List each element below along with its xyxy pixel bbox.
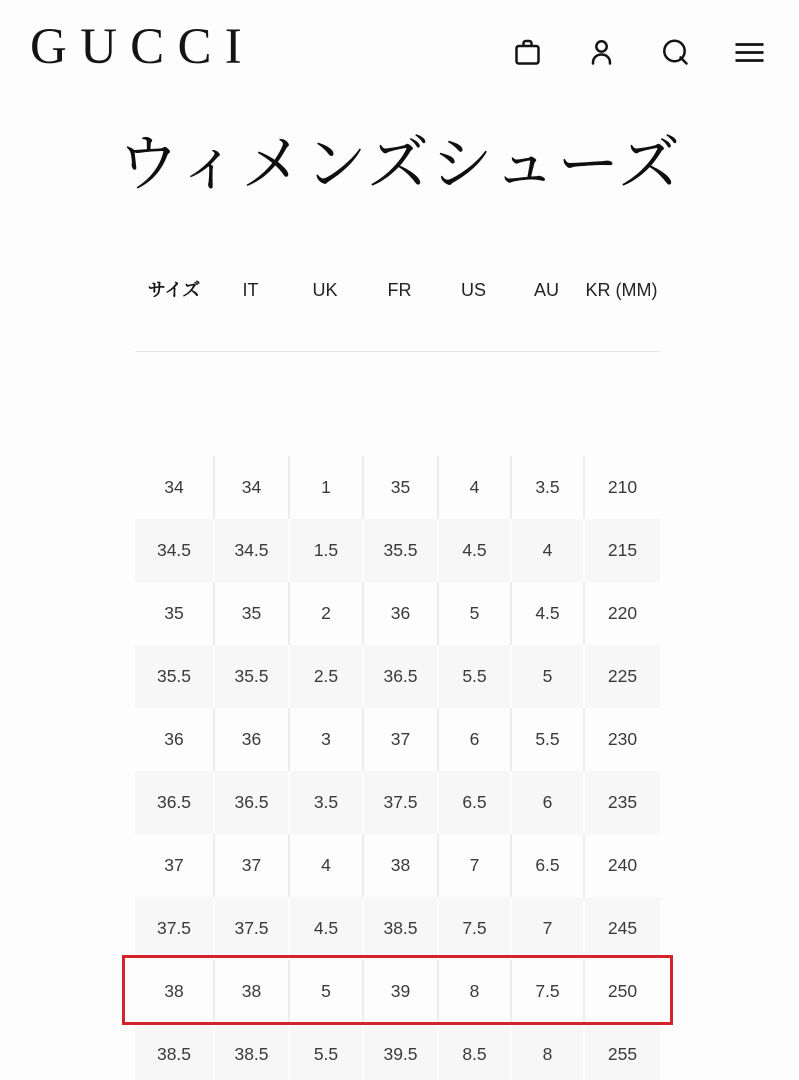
size-cell: 2.5 [288,645,362,708]
size-cell: 37 [213,834,288,897]
size-cell: 37 [164,855,184,875]
gucci-logo[interactable]: GUCCI [30,19,255,75]
size-cell: 35.5 [362,519,437,582]
page-title: ウィメンズシューズ [117,130,682,199]
table-row [135,519,660,582]
column-header: FR [387,280,412,300]
size-cell: 210 [583,456,660,519]
size-cell: 7.5 [437,897,510,960]
size-cell: 5 [288,960,362,1023]
size-cell: 8 [437,960,510,1023]
size-cell: 7 [437,834,510,897]
table-row [135,1023,660,1080]
column-header: UK [312,280,338,300]
column-header: KR (MM) [585,280,658,300]
size-cell: 6 [437,708,510,771]
table-row [135,771,660,834]
size-cell: 2 [288,582,362,645]
size-cell: 35 [362,456,437,519]
size-cell: 34.5 [156,540,192,560]
size-cell: 4 [288,834,362,897]
shopping-bag-icon[interactable] [511,36,544,69]
size-cell: 4 [510,519,583,582]
size-cell: 37.5 [362,771,437,834]
size-cell: 35 [164,603,184,623]
size-cell: 235 [583,771,660,834]
size-chart [135,240,660,1080]
table-row [135,645,660,708]
size-chart-body [135,456,660,1080]
size-cell: 6.5 [510,834,583,897]
size-cell: 36.5 [362,645,437,708]
search-icon[interactable] [659,36,692,69]
size-cell: 38.5 [213,1023,288,1080]
table-row [135,582,660,645]
size-cell: 245 [583,897,660,960]
size-cell: 225 [583,645,660,708]
size-cell: 38 [213,960,288,1023]
size-cell: 39 [362,960,437,1023]
size-cell: 6 [510,771,583,834]
size-cell: 37.5 [156,918,192,938]
size-cell: 4 [437,456,510,519]
menu-icon[interactable] [733,36,766,69]
size-cell: 240 [583,834,660,897]
size-cell: 34 [164,477,184,497]
size-cell: 3.5 [288,771,362,834]
column-header: IT [242,280,259,300]
table-row [135,960,660,1023]
size-cell: 6.5 [437,771,510,834]
size-cell: 255 [583,1023,660,1080]
size-cell: 37 [362,708,437,771]
size-cell: 1 [288,456,362,519]
size-cell: 38 [164,981,184,1001]
size-cell: 36.5 [213,771,288,834]
size-cell: 7.5 [510,960,583,1023]
size-cell: 4.5 [288,897,362,960]
size-cell: 38.5 [362,897,437,960]
size-cell: 36 [362,582,437,645]
size-cell: 36.5 [156,792,192,812]
size-cell: 38.5 [156,1044,192,1064]
size-cell: 3.5 [510,456,583,519]
size-cell: 230 [583,708,660,771]
column-header: US [460,280,486,300]
size-cell: 38 [362,834,437,897]
size-cell: 34 [213,456,288,519]
size-cell: 5 [437,582,510,645]
header-icons [511,36,766,69]
size-cell: 7 [510,897,583,960]
size-cell: 36 [213,708,288,771]
size-cell: 4.5 [510,582,583,645]
size-cell: 35 [213,582,288,645]
account-icon[interactable] [585,36,618,69]
size-cell: 5 [510,645,583,708]
size-cell: 35.5 [213,645,288,708]
size-cell: 37.5 [213,897,288,960]
size-cell: 4.5 [437,519,510,582]
size-cell: 1.5 [288,519,362,582]
size-cell: 215 [583,519,660,582]
size-cell: 5.5 [437,645,510,708]
size-cell: 35.5 [156,666,192,686]
column-header: AU [533,280,559,300]
size-cell: 36 [164,729,184,749]
column-header: サイズ [147,280,201,300]
size-cell: 39.5 [362,1023,437,1080]
size-cell: 220 [583,582,660,645]
size-cell: 5.5 [288,1023,362,1080]
table-row [135,708,660,771]
size-cell: 8 [510,1023,583,1080]
table-row [135,834,660,897]
size-chart-header-row [135,240,660,352]
size-cell: 8.5 [437,1023,510,1080]
size-cell: 34.5 [213,519,288,582]
size-cell: 5.5 [510,708,583,771]
table-row [135,456,660,519]
size-cell: 3 [288,708,362,771]
table-row [135,897,660,960]
size-cell: 250 [583,960,660,1023]
